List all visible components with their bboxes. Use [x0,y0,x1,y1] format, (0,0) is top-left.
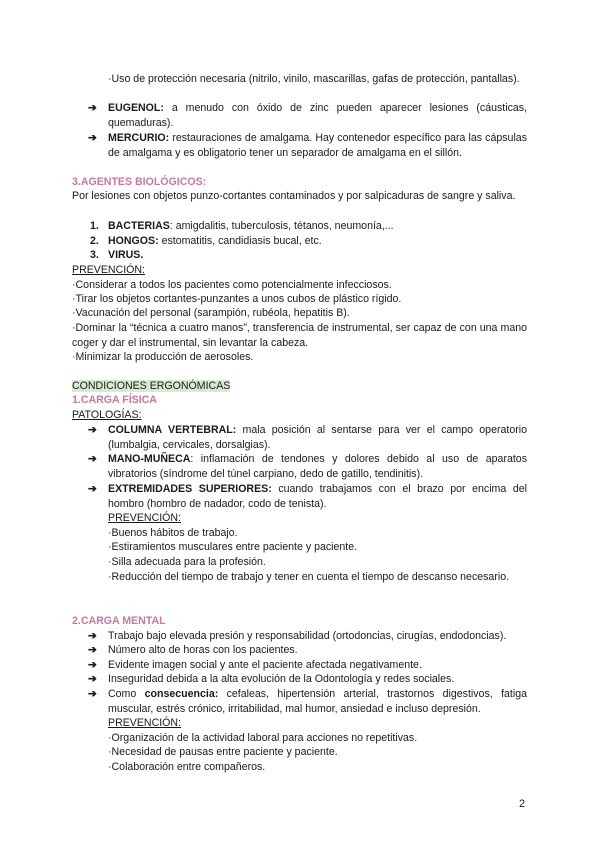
columna-item [88,423,527,452]
mercurio-term: MERCURIO: [108,132,170,144]
arrow-icon: ➔ [88,424,97,436]
item-text: Número alto de horas con los pacientes. [108,644,298,656]
ergo-heading [72,379,527,394]
item-text: estomatitis, candidiasis bucal, etc. [158,235,322,247]
extremidades-item [88,482,527,511]
item-term: BACTERIAS [108,220,170,232]
patologias-label: PATOLOGÍAS: [72,409,142,421]
bio-prev-line: ·Minimizar la producción de aerosoles. [72,351,254,363]
fisica-prev-line: ·Reducción del tiempo de trabajo y tener en cuenta el tiempo de descanso necesario. [108,571,510,583]
fisica-prevention-label: PREVENCIÓN: [108,512,181,524]
arrow-icon: ➔ [88,132,97,144]
item-term: VIRUS. [108,249,144,261]
item-text: Trabajo bajo elevada presión y responsabilidad (ortodoncias, cirugías, endodoncias). [108,630,507,642]
item-term: MANO-MUÑECA [108,453,191,465]
item-text: cuando trabajamos con el brazo por encima del hombro (hombro de nadador, codo de tenista). [108,483,527,510]
mental-item [88,629,527,644]
bio-item-bacterias [90,219,527,234]
item-pre: Como [108,688,145,700]
arrow-icon: ➔ [88,688,97,700]
item-text: mala posición al sentarse para ver el campo operatorio (lumbalgia, cervicales, dorsalgias). [108,424,527,451]
item-term: HONGOS: [108,235,159,247]
bio-prevention-label: PREVENCIÓN: [72,264,145,276]
bio-item-hongos [90,234,527,249]
bio-prev-line: ·Dominar la “técnica a cuatro manos”, transferencia de instrumental, ser capaz de con una mano coger y dar el instrumental, sin levantar la cabeza. [72,322,527,349]
eugenol-term: EUGENOL: [108,102,164,114]
item-term: consecuencia: [144,688,219,700]
mental-prev-line: ·Necesidad de pausas entre paciente y paciente. [108,746,338,758]
mental-item [88,643,527,658]
consecuencia-item [88,687,527,716]
fisica-prev-line: ·Silla adecuada para la profesión. [108,556,266,568]
mental-prev-line: ·Organización de la actividad laboral para acciones no repetitivas. [108,732,418,744]
fisica-prev-line: ·Estiramientos musculares entre paciente y paciente. [108,541,358,553]
mental-item [88,672,527,687]
bio-prev-line: ·Vacunación del personal (sarampión, rubéola, hepatitis B). [72,307,350,319]
item-text: : amigdalitis, tuberculosis, tétanos, neumonía,... [169,220,394,232]
bio-prev-line: ·Tirar los objetos cortantes-punzantes a unos cubos de plástico rígido. [72,293,402,305]
mano-item [88,452,527,481]
mercurio-text: restauraciones de amalgama. Hay contenedor específico para las cápsulas de amalgama y es obligatorio tener un separador de amalgama en el sillón. [108,132,527,159]
item-text: : inflamación de tendones y dolores debido al uso de aparatos vibratorios (síndrome del túnel carpiano, dedo de gatillo, tendinitis). [108,453,527,480]
arrow-icon: ➔ [88,659,97,671]
mercurio-item [88,131,527,160]
bio-heading: 3.AGENTES BIOLÓGICOS: [72,176,207,188]
bio-intro: Por lesiones con objetos punzo-cortantes contaminados y por salpicaduras de sangre y saliva. [72,190,516,202]
bio-item-virus [90,248,527,263]
eugenol-item [88,101,527,130]
arrow-icon: ➔ [88,644,97,656]
fisica-prev-line: ·Buenos hábitos de trabajo. [108,527,238,539]
item-text: Evidente imagen social y ante el paciente afectada negativamente. [108,659,422,671]
arrow-icon: ➔ [88,483,97,495]
ppe-line: ·Uso de protección necesaria (nitrilo, vinilo, mascarillas, gafas de protección, pantallas). [108,73,520,85]
item-text: cefaleas, hipertensión arterial, trastornos digestivos, fatiga muscular, estrés crónico, irritabilidad, mal humor, ansiedad e incluso depresión. [108,688,527,715]
bio-prev-line: ·Considerar a todos los pacientes como potencialmente infecciosos. [72,279,392,291]
carga-mental-heading: 2.CARGA MENTAL [72,615,166,627]
item-number: 3. [90,249,99,261]
arrow-icon: ➔ [88,102,97,114]
eugenol-text: a menudo con óxido de zinc pueden aparecer lesiones (cáusticas, quemaduras). [108,102,527,129]
item-number: 2. [90,235,99,247]
item-term: EXTREMIDADES SUPERIORES: [108,483,272,495]
page-number: 2 [519,798,526,810]
arrow-icon: ➔ [88,673,97,685]
ergo-heading-text: CONDICIONES ERGONÓMICAS [72,380,231,392]
arrow-icon: ➔ [88,453,97,465]
mental-prevention-label: PREVENCIÓN: [108,717,181,729]
mental-item [88,658,527,673]
arrow-icon: ➔ [88,630,97,642]
item-term: COLUMNA VERTEBRAL: [108,424,237,436]
item-text: Inseguridad debida a la alta evolución de la Odontología y redes sociales. [108,673,455,685]
carga-fisica-heading: 1.CARGA FÍSICA [72,394,157,406]
item-number: 1. [90,220,99,232]
mental-prev-line: ·Colaboración entre compañeros. [108,761,266,773]
